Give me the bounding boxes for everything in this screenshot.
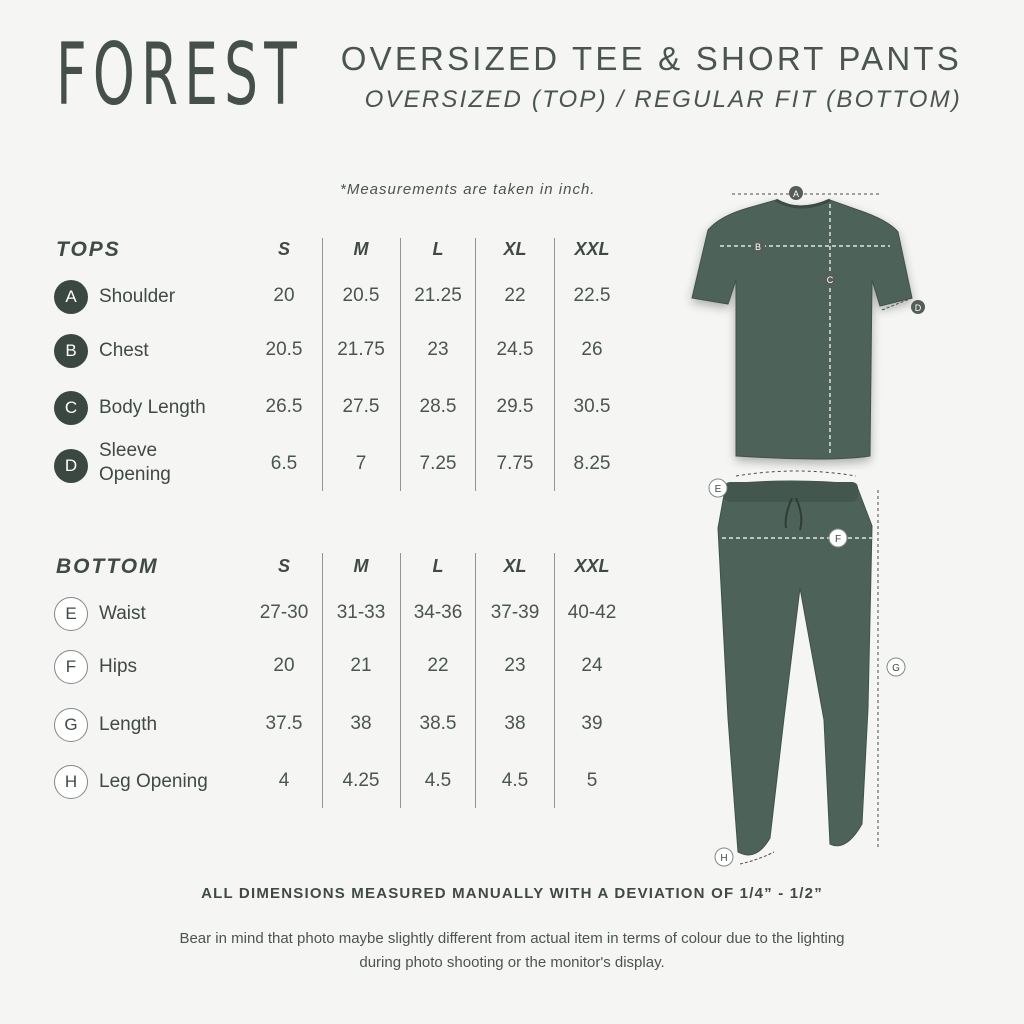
- table-cell: 8.25: [573, 453, 611, 474]
- table-cell: 21.75: [337, 339, 385, 360]
- table-cell: 7.75: [496, 453, 534, 474]
- table-cell: 29.5: [496, 396, 534, 417]
- table-cell: 22: [504, 285, 526, 306]
- pants-diagram: [700, 468, 930, 873]
- table-cell: 20.5: [342, 285, 380, 306]
- table-cell: 34-36: [413, 602, 463, 623]
- table-cell: 6.5: [270, 453, 298, 474]
- tops-section-title: TOPS: [56, 238, 121, 261]
- table-cell: 7: [355, 453, 367, 474]
- tops-header-m: M: [353, 239, 369, 259]
- bottom-header-xxl: XXL: [574, 556, 610, 576]
- table-cell: 38.5: [419, 713, 457, 734]
- table-cell: 21.25: [414, 285, 462, 306]
- table-cell: 27.5: [342, 396, 380, 417]
- pants-shape: [718, 481, 872, 855]
- table-cell: 4.5: [424, 770, 452, 791]
- row-label-length: Length: [99, 714, 158, 735]
- table-cell: 20: [273, 285, 295, 306]
- table-cell: 7.25: [419, 453, 457, 474]
- bottom-header-l: L: [432, 556, 444, 576]
- badge-g: G: [54, 708, 88, 742]
- row-label-sleeve-opening: [99, 439, 171, 487]
- table-cell: 37-39: [490, 602, 540, 623]
- table-cell: 39: [581, 713, 603, 734]
- row-label-chest: Chest: [99, 340, 149, 361]
- measurement-note: *Measurements are taken in inch.: [340, 181, 596, 198]
- table-cell: 37.5: [265, 713, 303, 734]
- table-cell: 23: [504, 655, 526, 676]
- table-cell: 27-30: [259, 602, 309, 623]
- table-cell: 4.5: [501, 770, 529, 791]
- table-cell: 24.5: [496, 339, 534, 360]
- tops-header-l: L: [432, 239, 444, 259]
- label-b: B: [754, 242, 762, 252]
- badge-a: A: [54, 280, 88, 314]
- tshirt-diagram: [680, 180, 940, 470]
- row-label-leg-opening: Leg Opening: [99, 771, 208, 792]
- table-cell: 26: [581, 339, 603, 360]
- badge-f: F: [54, 650, 88, 684]
- table-cell: 38: [350, 713, 372, 734]
- row-label-line: Sleeve: [99, 440, 158, 461]
- label-g: G: [892, 663, 900, 674]
- label-h: H: [720, 853, 728, 864]
- table-cell: 38: [504, 713, 526, 734]
- row-label-shoulder: Shoulder: [99, 286, 176, 307]
- tops-header-xxl: XXL: [574, 239, 610, 259]
- row-label-body-length: Body Length: [99, 397, 206, 418]
- row-label-waist: Waist: [99, 603, 146, 624]
- product-title: OVERSIZED TEE & SHORT PANTS: [340, 40, 962, 77]
- table-cell: 5: [586, 770, 598, 791]
- dimensions-note: ALL DIMENSIONS MEASURED MANUALLY WITH A DEVIATION OF 1/4” - 1/2”: [201, 885, 823, 902]
- table-cell: 31-33: [336, 602, 386, 623]
- label-f: F: [834, 534, 842, 545]
- row-label-hips: Hips: [99, 656, 138, 677]
- label-d: D: [914, 303, 922, 313]
- table-cell: 26.5: [265, 396, 303, 417]
- bottom-header-xl: XL: [503, 556, 527, 576]
- table-cell: 21: [350, 655, 372, 676]
- table-cell: 23: [427, 339, 449, 360]
- table-cell: 22.5: [573, 285, 611, 306]
- bottom-section-title: BOTTOM: [56, 555, 159, 578]
- tops-header-xl: XL: [503, 239, 527, 259]
- table-cell: 30.5: [573, 396, 611, 417]
- table-cell: 40-42: [567, 602, 617, 623]
- table-cell: 22: [427, 655, 449, 676]
- table-cell: 28.5: [419, 396, 457, 417]
- disclaimer-line: Bear in mind that photo maybe slightly different from actual item in terms of colour due to the lighting: [179, 930, 845, 947]
- table-cell: 24: [581, 655, 603, 676]
- badge-c: C: [54, 391, 88, 425]
- table-cell: 20: [273, 655, 295, 676]
- table-cell: 20.5: [265, 339, 303, 360]
- bottom-header-s: S: [277, 556, 290, 576]
- label-a: A: [792, 189, 800, 199]
- bottom-header-m: M: [353, 556, 369, 576]
- product-subtitle: OVERSIZED (TOP) / REGULAR FIT (BOTTOM): [364, 86, 962, 113]
- table-cell: 4.25: [342, 770, 380, 791]
- disclaimer: [100, 927, 924, 975]
- brand-logo: FOREST: [56, 25, 303, 125]
- badge-d: D: [54, 449, 88, 483]
- row-label-line: Opening: [99, 464, 171, 485]
- tops-header-s: S: [277, 239, 290, 259]
- label-c: C: [826, 275, 834, 285]
- badge-e: E: [54, 597, 88, 631]
- label-e: E: [714, 484, 722, 495]
- badge-b: B: [54, 334, 88, 368]
- disclaimer-line: during photo shooting or the monitor's display.: [359, 954, 665, 971]
- tshirt-shape: [692, 200, 912, 459]
- badge-h: H: [54, 765, 88, 799]
- table-cell: 4: [278, 770, 290, 791]
